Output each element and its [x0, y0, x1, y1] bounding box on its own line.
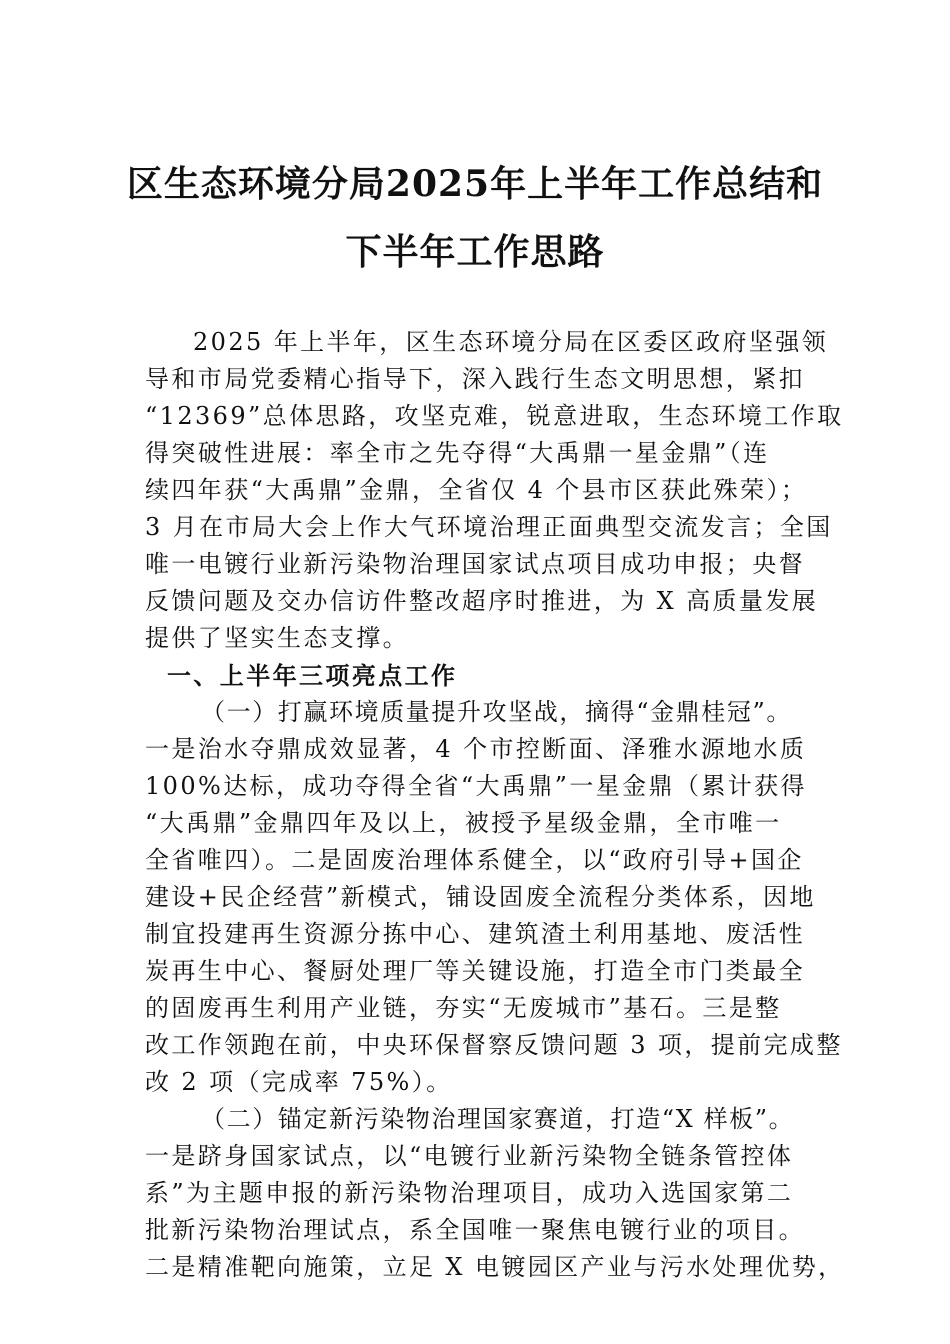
- paragraph-line: 反馈问题及交办信访件整改超序时推进，为 X 高质量发展: [145, 587, 819, 615]
- document-title-line-1: 区生态环境分局2025年上半年工作总结和: [126, 163, 824, 205]
- paragraph-line: “大禹鼎”金鼎四年及以上，被授予星级金鼎，全市唯一: [145, 809, 782, 837]
- paragraph-line: 全省唯四）。二是固废治理体系健全，以“政府引导+国企: [145, 846, 804, 874]
- paragraph-line: “12369”总体思路，攻坚克难，锐意进取，生态环境工作取: [145, 402, 844, 430]
- paragraph-line: 系”为主题申报的新污染物治理项目，成功入选国家第二: [145, 1179, 794, 1207]
- paragraph-line: 二是精准靶向施策，立足 X 电镀园区产业与污水处理优势，: [145, 1253, 845, 1281]
- paragraph-line: 制宜投建再生资源分拣中心、建筑渣土利用基地、废活性: [145, 920, 805, 948]
- section-heading: 一、上半年三项亮点工作: [167, 661, 458, 690]
- paragraph-line: 续四年获“大禹鼎”金鼎，全省仅 4 个县市区获此殊荣）；: [145, 476, 808, 504]
- paragraph-line: 改工作领跑在前，中央环保督察反馈问题 3 项，提前完成整: [145, 1031, 843, 1059]
- paragraph-line: 改 2 项（完成率 75%）。: [145, 1068, 453, 1096]
- paragraph-line: 一是治水夺鼎成效显著，4 个市控断面、泽雅水源地水质: [145, 735, 807, 763]
- paragraph-line: 炭再生中心、餐厨处理厂等关键设施，打造全市门类最全: [145, 957, 805, 985]
- paragraph-line: 的固废再生利用产业链，夯实“无废城市”基石。三是整: [145, 994, 782, 1022]
- paragraph-line: 2025 年上半年，区生态环境分局在区委区政府坚强领: [193, 328, 829, 356]
- paragraph-line: 3 月在市局大会上作大气环境治理正面典型交流发言；全国: [145, 513, 833, 541]
- subsection-heading-line: （二）锚定新污染物治理国家赛道，打造“X 样板”。: [201, 1105, 795, 1133]
- paragraph-line: 建设+民企经营”新模式，铺设固废全流程分类体系，因地: [145, 883, 816, 911]
- paragraph-line: 得突破性进展：率全市之先夺得“大禹鼎一星金鼎”（连: [145, 439, 770, 467]
- paragraph-line: 提供了坚实生态支撑。: [145, 624, 409, 652]
- document-body: [145, 324, 845, 1286]
- paragraph-line: 唯一电镀行业新污染物治理国家试点项目成功申报；央督: [145, 550, 805, 578]
- document-title-line-2: 下半年工作思路: [345, 231, 605, 273]
- paragraph-line: 批新污染物治理试点，系全国唯一聚焦电镀行业的项目。: [145, 1216, 805, 1244]
- subsection-heading-line: （一）打赢环境质量提升攻坚战，摘得“金鼎桂冠”。: [201, 698, 792, 726]
- paragraph-line: 导和市局党委精心指导下，深入践行生态文明思想，紧扣: [145, 365, 805, 393]
- paragraph-line: 一是跻身国家试点，以“电镀行业新污染物全链条管控体: [145, 1142, 794, 1170]
- paragraph-line: 100%达标，成功夺得全省“大禹鼎”一星金鼎（累计获得: [145, 772, 807, 800]
